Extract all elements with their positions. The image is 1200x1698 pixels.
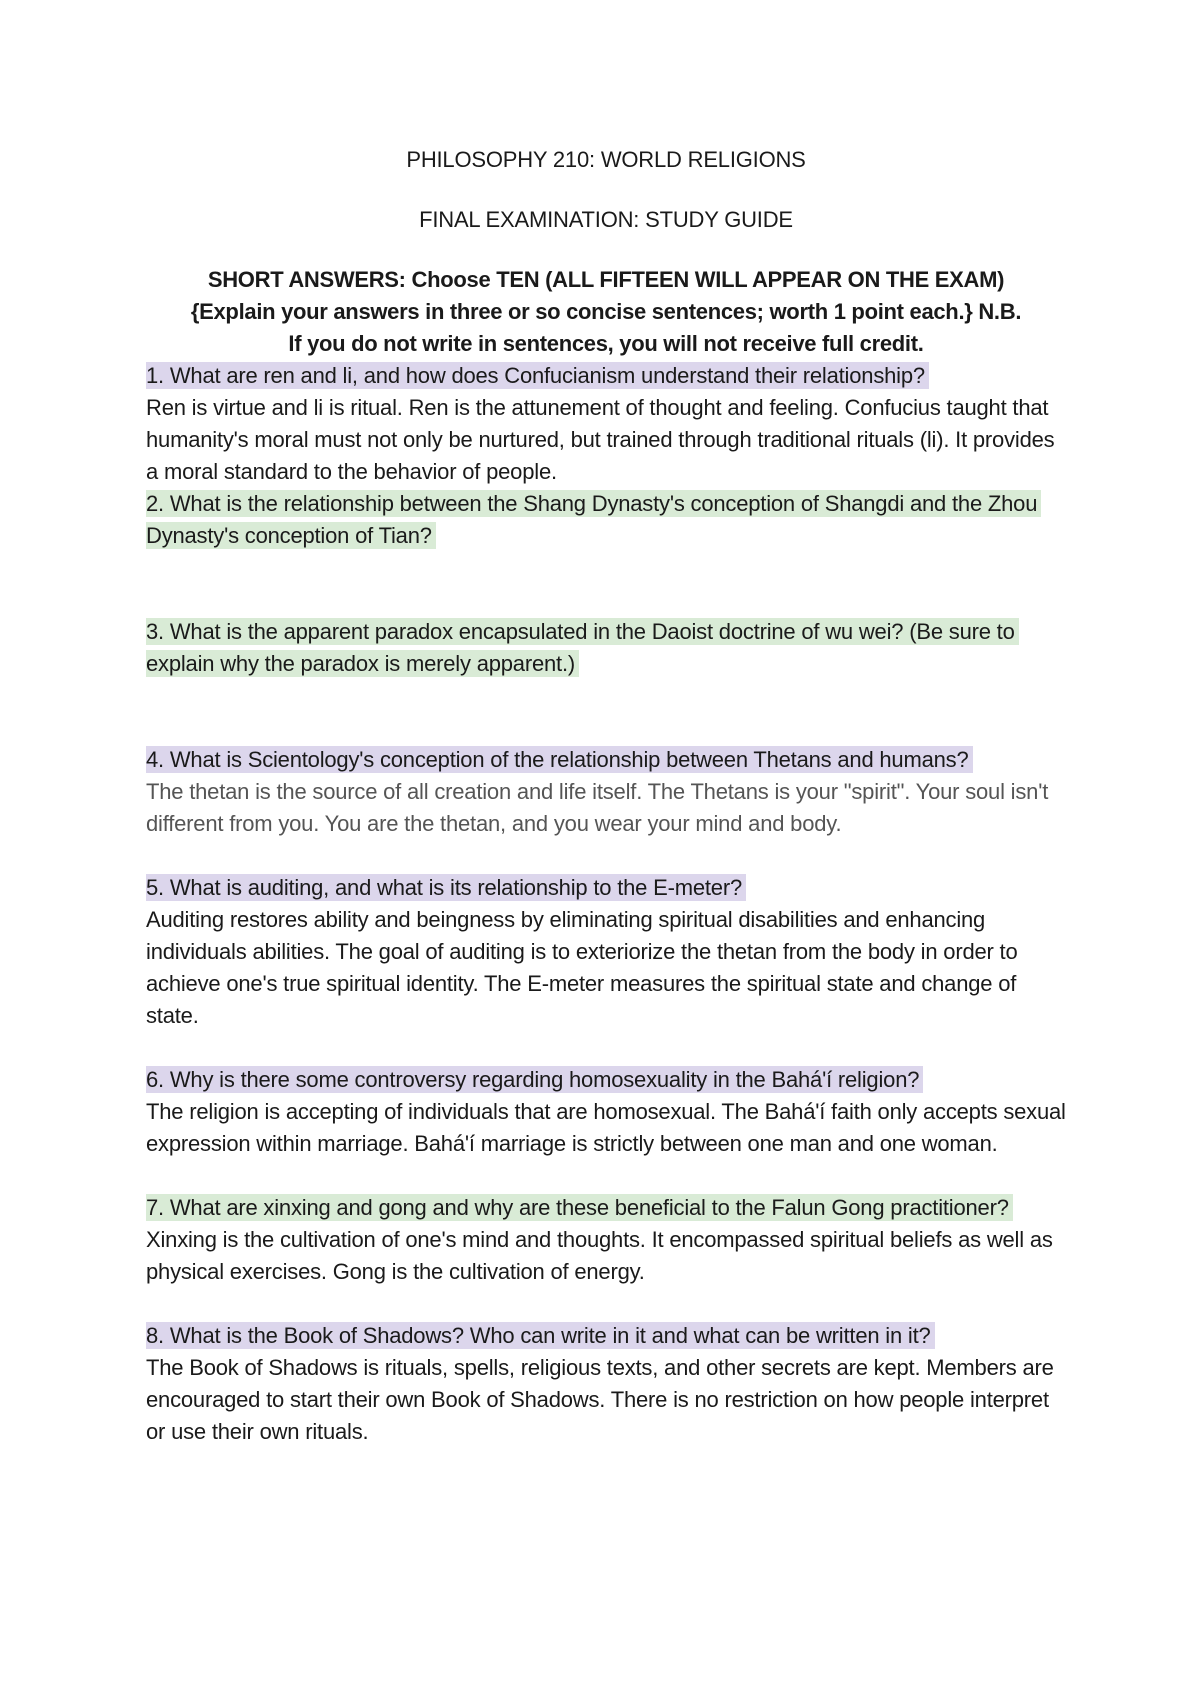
spacer xyxy=(146,1032,1066,1064)
question-5: 5. What is auditing, and what is its relationship to the E-meter? xyxy=(146,874,746,901)
spacer xyxy=(146,1160,1066,1192)
instructions-line-1: SHORT ANSWERS: Choose TEN (ALL FIFTEEN WILL APPEAR ON THE EXAM) xyxy=(207,267,1005,292)
qa-item-2 xyxy=(146,488,1066,552)
qa-item-5 xyxy=(146,872,1066,1032)
answer-8: The Book of Shadows is rituals, spells, religious texts, and other secrets are kept. Members are encouraged to start their own Book of Shadows. There is no restriction on how people interpret or use their own rituals. xyxy=(146,1355,1054,1444)
qa-item-7 xyxy=(146,1192,1066,1288)
answer-6: The religion is accepting of individuals that are homosexual. The Bahá'í faith only accepts sexual expression within marriage. Bahá'í marriage is strictly between one man and one woman. xyxy=(146,1099,1066,1156)
qa-item-1 xyxy=(146,360,1066,488)
qa-item-4 xyxy=(146,744,1066,840)
spacer xyxy=(146,680,1066,744)
answer-1: Ren is virtue and li is ritual. Ren is the attunement of thought and feeling. Confucius taught that humanity's moral must not only be nurtured, but trained through traditional rituals (li). It provides a moral standard to the behavior of people. xyxy=(146,395,1055,484)
question-1: 1. What are ren and li, and how does Confucianism understand their relationship? xyxy=(146,362,929,389)
qa-item-3 xyxy=(146,616,1066,680)
answer-5: Auditing restores ability and beingness by eliminating spiritual disabilities and enhancing individuals abilities. The goal of auditing is to exteriorize the thetan from the body in order to achieve one's true spiritual identity. The E-meter measures the spiritual state and change of state. xyxy=(146,907,1018,1028)
answer-4: The thetan is the source of all creation and life itself. The Thetans is your "spirit". Your soul isn't different from you. You are the thetan, and you wear your mind and body. xyxy=(146,779,1049,836)
answer-7: Xinxing is the cultivation of one's mind and thoughts. It encompassed spiritual beliefs as well as physical exercises. Gong is the cultivation of energy. xyxy=(146,1227,1053,1284)
question-4: 4. What is Scientology's conception of the relationship between Thetans and humans? xyxy=(146,746,973,773)
question-3: 3. What is the apparent paradox encapsulated in the Daoist doctrine of wu wei? (Be sure to explain why the paradox is merely apparent.) xyxy=(146,618,1019,677)
question-8: 8. What is the Book of Shadows? Who can write in it and what can be written in it? xyxy=(146,1322,935,1349)
question-7: 7. What are xinxing and gong and why are these beneficial to the Falun Gong practitioner? xyxy=(146,1194,1013,1221)
qa-item-6 xyxy=(146,1064,1066,1160)
question-6: 6. Why is there some controversy regarding homosexuality in the Bahá'í religion? xyxy=(146,1066,923,1093)
spacer xyxy=(146,552,1066,616)
instructions-line-2: {Explain your answers in three or so concise sentences; worth 1 point each.} N.B. xyxy=(190,299,1022,324)
instructions xyxy=(146,264,1066,360)
instructions-line-3: If you do not write in sentences, you will not receive full credit. xyxy=(288,331,924,356)
document-subtitle: FINAL EXAMINATION: STUDY GUIDE xyxy=(419,207,793,232)
spacer xyxy=(146,1288,1066,1320)
question-2: 2. What is the relationship between the Shang Dynasty's conception of Shangdi and the Zhou Dynasty's conception of Tian? xyxy=(146,490,1041,549)
qa-item-8 xyxy=(146,1320,1066,1448)
document-title: PHILOSOPHY 210: WORLD RELIGIONS xyxy=(406,147,806,172)
document-content xyxy=(146,144,1066,1448)
spacer xyxy=(146,840,1066,872)
